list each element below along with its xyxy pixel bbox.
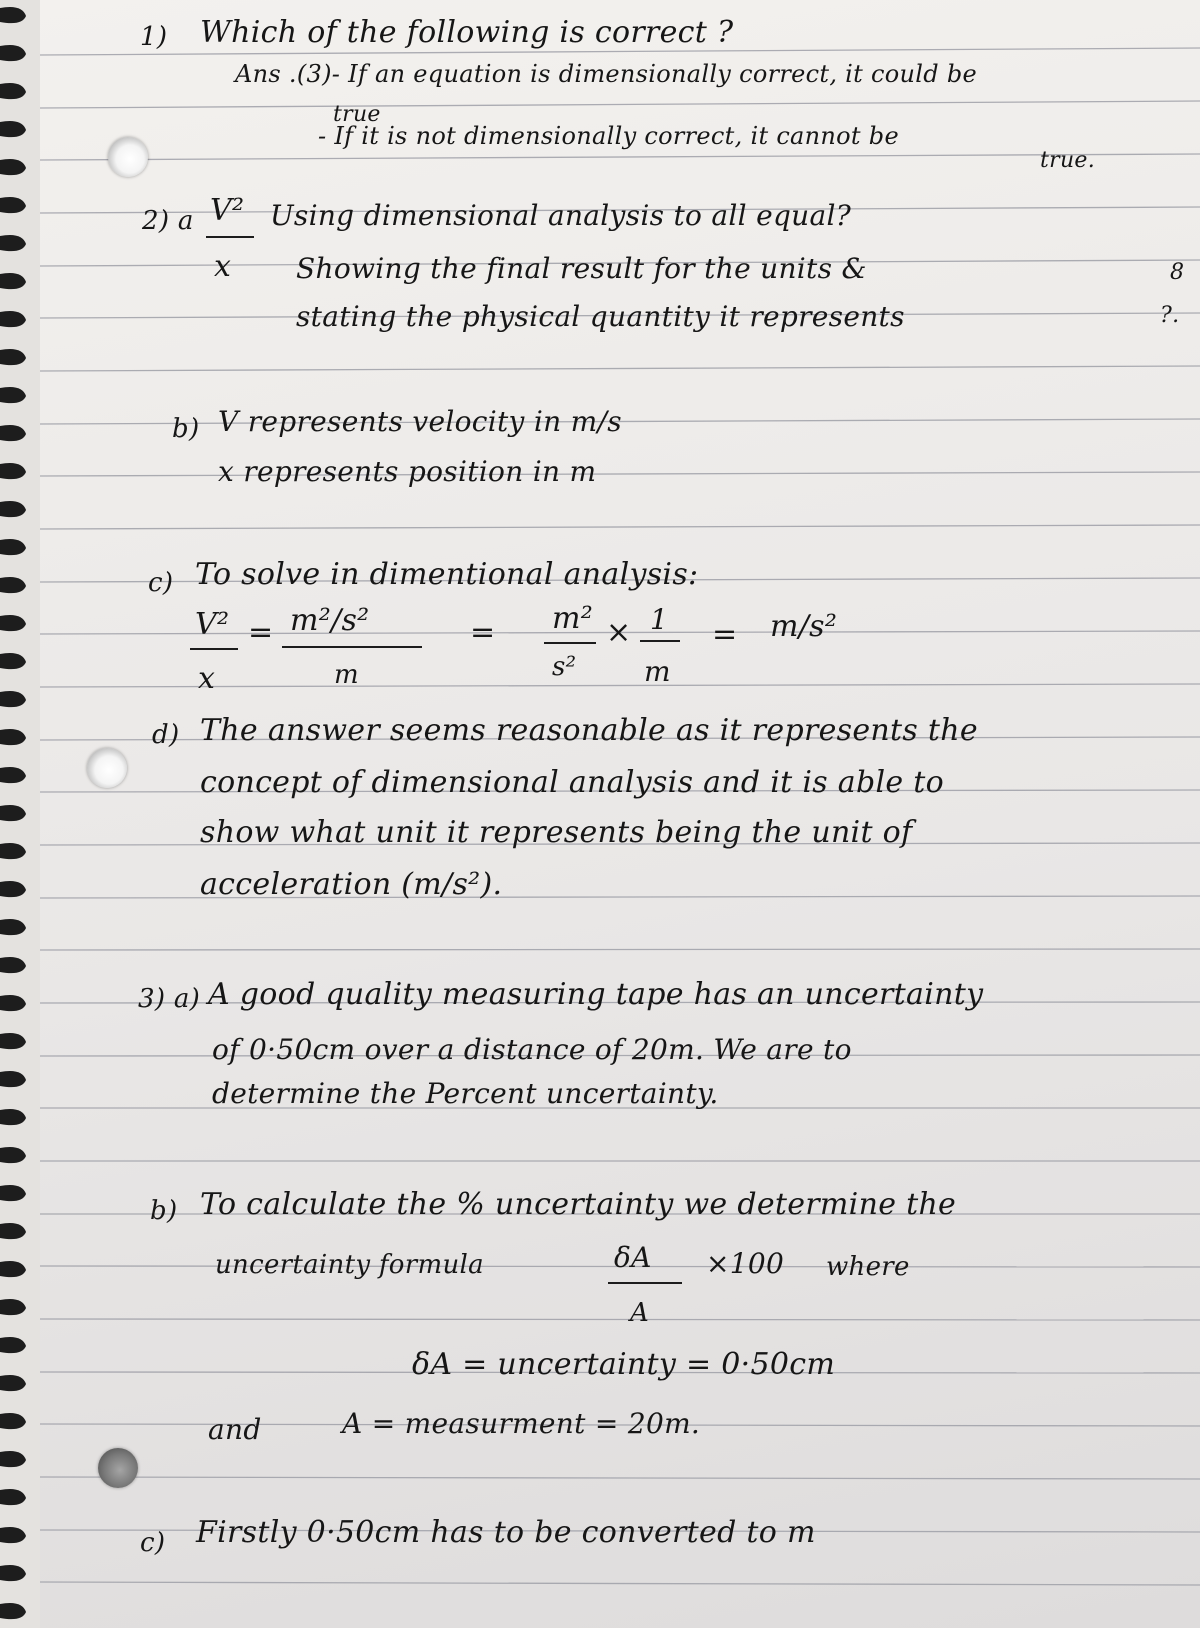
margin-note-1: 8 — [1170, 260, 1185, 285]
q2c-times: × — [606, 615, 632, 650]
q2c-rhs-numerator: m² — [552, 601, 594, 636]
q2d-line-4: acceleration (m/s²). — [200, 867, 503, 902]
q3b-formula-denominator: A — [630, 1298, 650, 1328]
q3b-formula-times: ×100 — [706, 1247, 785, 1280]
q3a-line-1: A good quality measuring tape has an uncertainty — [208, 977, 984, 1012]
q2a-fraction-bar — [206, 236, 254, 238]
q3b-label: b) — [150, 1196, 178, 1226]
q2a-line-2: Showing the final result for the units & — [296, 252, 867, 285]
q1-answer-line-1: Ans .(3)- If an equation is dimensionally correct, it could be — [235, 60, 978, 88]
binder-hole-top — [108, 137, 148, 177]
q2c-lhs-bar — [190, 648, 238, 650]
q3b-formula-numerator: δA — [614, 1241, 652, 1274]
binder-hole-bottom — [98, 1448, 138, 1488]
q3c-line-1: Firstly 0·50cm has to be converted to m — [196, 1515, 816, 1550]
q3b-where: where — [826, 1252, 910, 1282]
q2c-one-numerator: 1 — [650, 603, 669, 636]
q3b-and: and — [208, 1413, 262, 1446]
margin-note-2: ?. — [1160, 303, 1180, 328]
q2c-mid-bar — [282, 646, 422, 648]
q3a-label: 3) a) — [138, 984, 201, 1014]
q3a-line-2: of 0·50cm over a distance of 20m. We are to — [212, 1033, 852, 1066]
q2d-line-2: concept of dimensional analysis and it is able to — [200, 765, 944, 800]
q2a-fraction-numerator: V² — [210, 193, 245, 228]
q2b-label: b) — [172, 414, 200, 444]
q3b-line-1: To calculate the % uncertainty we determine the — [200, 1187, 957, 1222]
q2c-lhs-numerator: V² — [195, 607, 230, 642]
spiral-binding — [0, 0, 40, 1628]
q3b-formula-bar — [608, 1282, 682, 1284]
q1-number: 1) — [140, 22, 168, 52]
q2c-one-bar — [640, 640, 680, 642]
q2c-line-1: To solve in dimentional analysis: — [195, 557, 699, 592]
q2c-mid-numerator: m²/s² — [290, 603, 370, 638]
q2c-rhs-bar — [544, 642, 596, 644]
q3a-line-3: determine the Percent uncertainty. — [212, 1077, 719, 1110]
q3b-a-line: A = measurment = 20m. — [342, 1407, 701, 1440]
q2c-equals-1: = — [248, 615, 274, 650]
q2d-line-1: The answer seems reasonable as it represents the — [200, 713, 978, 748]
q2b-line-2: x represents position in m — [218, 455, 597, 488]
q2a-number: 2) a — [142, 206, 194, 236]
binder-hole-middle — [87, 748, 127, 788]
q2c-mid-denominator: m — [334, 660, 359, 690]
q2d-line-3: show what unit it represents being the unit of — [200, 815, 913, 850]
q3b-line-2: uncertainty formula — [215, 1250, 484, 1280]
q2c-one-denominator: m — [644, 655, 671, 688]
q2c-lhs-denominator: x — [198, 661, 216, 696]
q1-answer-line-4: true. — [1040, 148, 1096, 173]
q2c-label: c) — [148, 568, 174, 598]
q2a-line-3: stating the physical quantity it represents — [296, 300, 905, 333]
q1-question: Which of the following is correct ? — [200, 15, 734, 50]
q2b-line-1: V represents velocity in m/s — [218, 405, 622, 438]
q2c-equals-3: = — [712, 617, 738, 652]
q2a-fraction-denominator: x — [214, 249, 232, 284]
q3b-delta-line: δA = uncertainty = 0·50cm — [412, 1347, 836, 1382]
q2c-result: m/s² — [770, 609, 838, 644]
q2c-rhs-denominator: s² — [552, 652, 577, 682]
q2c-equals-2: = — [470, 615, 496, 650]
q2a-line-1: Using dimensional analysis to all equal? — [270, 199, 852, 232]
q2d-label: d) — [152, 720, 180, 750]
q1-answer-line-3: - If it is not dimensionally correct, it cannot be — [318, 122, 899, 150]
q1-answer-line-2: true — [333, 102, 381, 127]
q3c-label: c) — [140, 1528, 166, 1558]
